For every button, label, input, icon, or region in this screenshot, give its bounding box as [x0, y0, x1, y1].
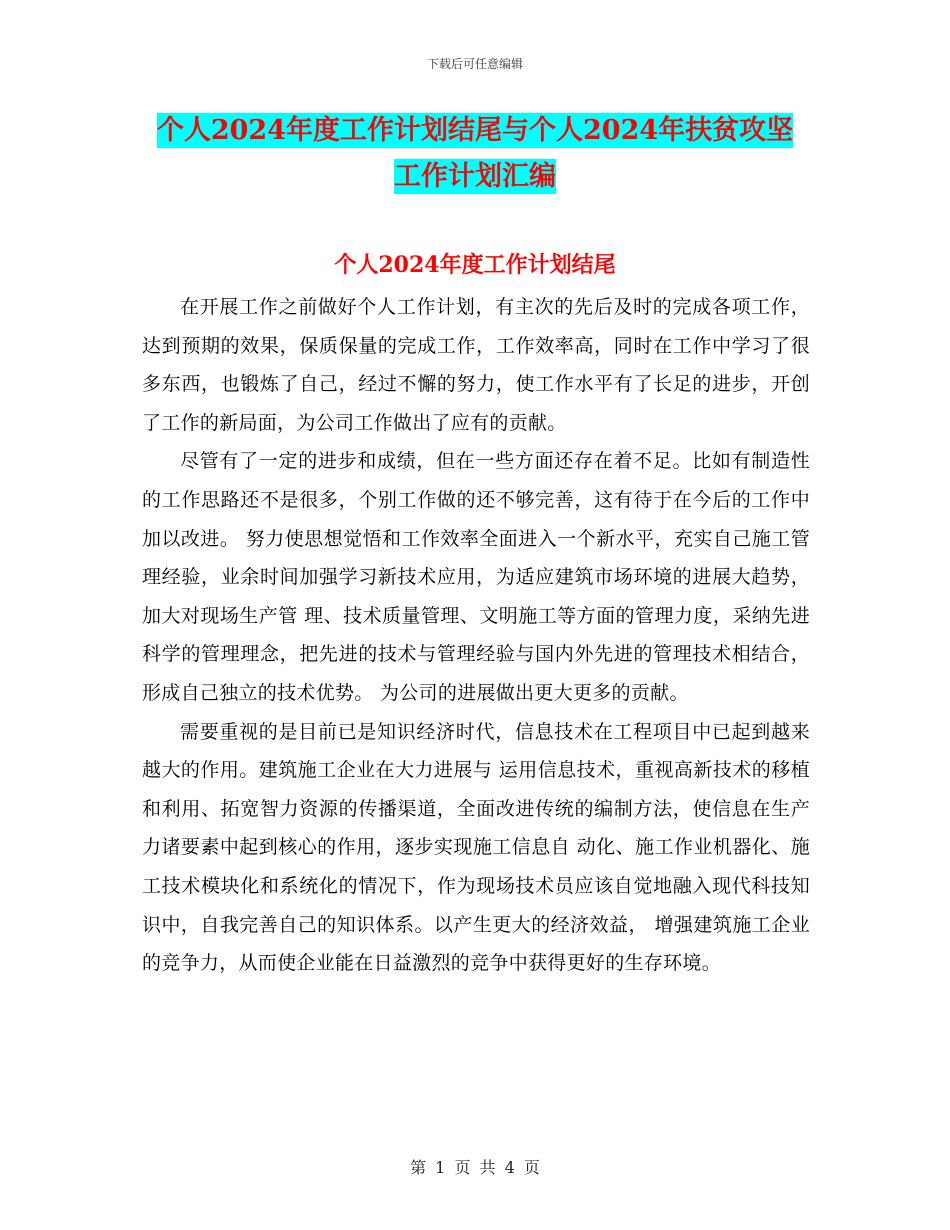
paragraph: 需要重视的是目前已是知识经济时代，信息技术在工程项目中已起到越来越大的作用。建筑施工企业在大力进展与 运用信息技术，重视高新技术的移植和利用、拓宽智力资源的传播渠道，全面改进传统的编制方法，使信息在生产力诸要素中起到核心的作用，逐步实现施工信息自 动化、施工作业机器化、施工技术模块化和系统化的情况下，作为现场技术员应该自觉地融入现代科技知识中，自我完善自己的知识体系。以产生更大的经济效益， 增强建筑施工企业的竞争力，从而使企业能在日益激烈的竞争中获得更好的生存环境。	[142, 720, 810, 975]
document-title-line-2: 工作计划汇编	[394, 161, 556, 192]
page-number: 第 1 页 共 4 页	[410, 1158, 540, 1177]
document-title	[140, 108, 810, 200]
section-title: 个人2024年度工作计划结尾	[334, 252, 616, 278]
paragraph: 尽管有了一定的进步和成绩，但在一些方面还存在着不足。比如有制造性的工作思路还不是很多，个别工作做的还不够完善，这有待于在今后的工作中加以改进。 努力使思想觉悟和工作效率全面进入一个新水平，充实自己施工管理经验，业余时间加强学习新技术应用，为适应建筑市场环境的进展大趋势，加大对现场生产管 理、技术质量管理、文明施工等方面的管理力度，采纳先进科学的管理理念，把先进的技术与管理经验与国内外先进的管理技术相结合，形成自己独立的技术优势。 为公司的进展做出更大更多的贡献。	[142, 450, 810, 704]
document-body	[142, 288, 810, 983]
header-note: 下载后可任意编辑	[426, 57, 523, 71]
document-title-line-1: 个人2024年度工作计划结尾与个人2024年扶贫攻坚	[156, 115, 794, 146]
paragraph: 在开展工作之前做好个人工作计划，有主次的先后及时的完成各项工作，达到预期的效果，保质保量的完成工作，工作效率高，同时在工作中学习了很多东西，也锻炼了自己，经过不懈的努力，使工作水平有了长足的进步，开创了工作的新局面，为公司工作做出了应有的贡献。	[142, 296, 810, 434]
